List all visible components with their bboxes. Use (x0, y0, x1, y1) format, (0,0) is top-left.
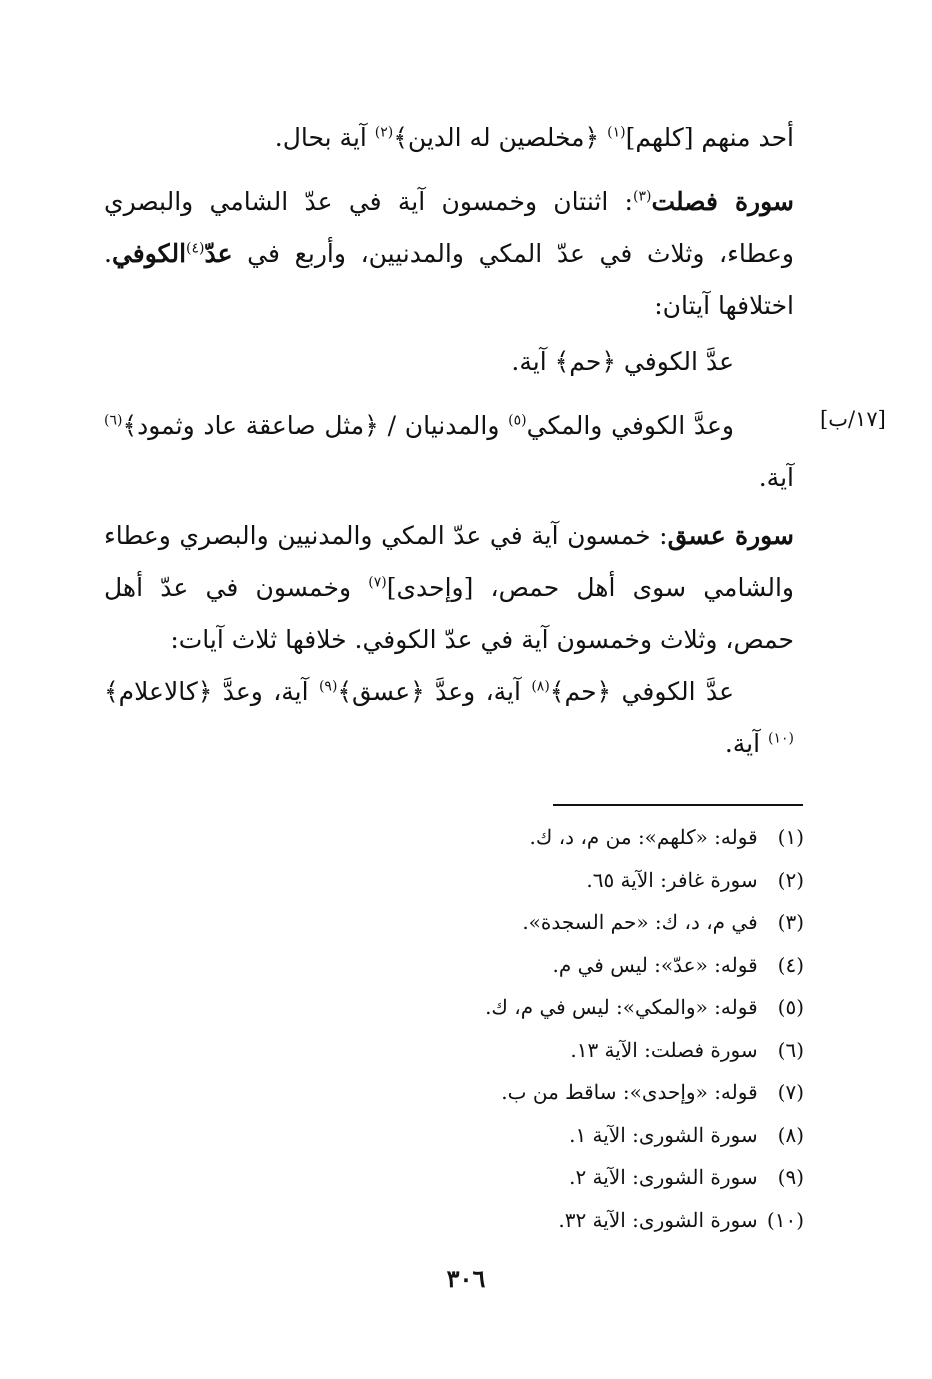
bold-run: عدّ (204, 239, 233, 268)
text-run: أحد منهم [كلهم] (625, 123, 794, 152)
paragraph-3 (104, 336, 794, 388)
footnote-item (300, 859, 804, 902)
text-run: آية، وعدَّ ﴿عسق﴾ (337, 677, 532, 706)
footnote-ref: (٢) (374, 124, 394, 141)
footnote-text: قوله: «والمكي»: ليس في م، ك. (485, 995, 758, 1019)
footnote-separator (553, 804, 803, 806)
text-run: : اثنتان وخمسون آية في عدّ الشامي والبصري وعطاء، وثلاث في عدّ المكي والمدنيين، وأربع في (104, 187, 794, 268)
paragraph-6 (104, 666, 794, 770)
paragraph-surah-fussilat (104, 176, 794, 332)
footnote-item (300, 944, 804, 987)
text-run: آية. (724, 729, 769, 758)
surah-heading: سورة عسق (667, 521, 794, 550)
footnote-ref: (١٠) (768, 730, 794, 747)
text-run: عدَّ الكوفي ﴿حم﴾ آية. (511, 347, 734, 376)
footnote-text: سورة الشورى: الآية ١. (569, 1122, 758, 1147)
text-run: وعدَّ الكوفي والمكي (526, 411, 734, 440)
footnote-ref: (٨) (531, 678, 550, 695)
footnote-text: قوله: «عدّ»: ليس في م. (552, 952, 758, 977)
footnote-item (300, 1114, 804, 1157)
footnote-number: (٦) (777, 1037, 804, 1062)
footnote-ref: (٤) (186, 240, 205, 257)
footnote-text: سورة غافر: الآية ٦٥. (586, 867, 758, 892)
footnote-ref: (٩) (318, 678, 338, 695)
footnote-item (300, 901, 804, 944)
footnote-ref: (٥) (508, 412, 527, 429)
footnote-ref: (١) (607, 124, 626, 141)
paragraph-4 (104, 400, 794, 504)
text-run: عدَّ الكوفي ﴿حم﴾ (549, 677, 734, 706)
footnote-number: (٢) (777, 867, 804, 892)
footnote-text: قوله: «وإحدى»: ساقط من ب. (501, 1080, 758, 1104)
text-run: والمدنيان / ﴿مثل صاعقة عاد وثمود﴾ (122, 411, 509, 440)
folio-margin-note: [١٧/ب] (820, 407, 886, 431)
text-run: وخمسون في عدّ أهل حمص، وثلاث وخمسون آية في عدّ الكوفي. خلافها ثلاث آيات: (104, 573, 794, 654)
surah-heading: سورة فصلت (651, 187, 794, 216)
footnote-item (300, 816, 804, 859)
footnote-text: سورة فصلت: الآية ١٣. (570, 1037, 758, 1062)
footnote-text: سورة الشورى: الآية ٣٢. (558, 1207, 758, 1232)
footnote-text: قوله: «كلهم»: من م، د، ك. (529, 825, 758, 849)
footnote-number: (٣) (777, 910, 804, 934)
footnote-item (300, 1029, 804, 1072)
paragraph-surah-asq (104, 510, 794, 666)
footnote-ref: (٦) (104, 412, 123, 429)
footnote-number: (٨) (777, 1122, 804, 1147)
footnote-number: (٤) (777, 952, 804, 977)
footnote-number: (٧) (777, 1080, 804, 1104)
paragraph-1 (104, 112, 794, 164)
footnote-item (300, 1199, 804, 1242)
text-run: . اختلافها آيتان: (104, 239, 794, 320)
footnote-number: (٥) (777, 995, 804, 1019)
footnote-ref: (٣) (632, 188, 652, 205)
footnote-item (300, 1071, 804, 1114)
footnote-item (300, 1156, 804, 1199)
footnote-number: (٩) (777, 1165, 804, 1189)
footnote-number: (١٠) (766, 1207, 804, 1232)
footnote-text: سورة الشورى: الآية ٢. (569, 1165, 758, 1189)
text-run: ﴿مخلصين له الدين﴾ (393, 123, 608, 152)
page-number: ٣٠٦ (446, 1264, 486, 1293)
footnote-number: (١) (777, 825, 804, 849)
bold-run: الكوفي (111, 239, 187, 268)
footnote-ref: (٧) (368, 574, 387, 591)
text-run: آية بحال. (274, 123, 375, 152)
footnote-item (300, 986, 804, 1029)
text-run: : خمسون آية في عدّ المكي والمدنيين والبصري وعطاء والشامي سوى أهل حمص، [وإحدى] (104, 521, 795, 602)
footnotes (300, 816, 804, 1241)
text-run: آية. (758, 463, 794, 492)
footnote-text: في م، د، ك: «حم السجدة». (522, 910, 758, 934)
text-run: آية، وعدَّ ﴿كالاعلام﴾ (104, 677, 319, 706)
